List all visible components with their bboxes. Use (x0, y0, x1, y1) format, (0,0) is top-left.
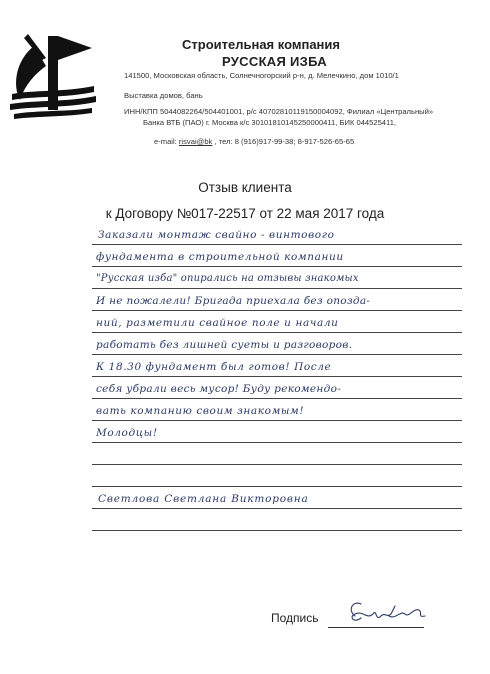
email-link[interactable]: risvai@bk (178, 137, 213, 146)
review-line: Молодцы! (96, 427, 158, 439)
ruled-line (92, 398, 462, 399)
review-line: И не пожалели! Бригада приехала без опозда- (96, 295, 371, 307)
review-line: Заказали монтаж свайно - винтового (98, 229, 335, 241)
signer-name: Светлова Светлана Викторовна (98, 493, 309, 505)
company-address: 141500, Московская область, Солнечногорский р-н, д. Мелечкино, дом 1010/1 (124, 71, 399, 80)
ruled-line (92, 486, 462, 487)
company-name: РУССКАЯ ИЗБА (222, 54, 327, 69)
ruled-line (92, 464, 462, 465)
ruled-line (92, 530, 462, 531)
review-line: фундамента в строительной компании (96, 251, 344, 263)
signature-label: Подпись (271, 611, 319, 625)
company-requisites-line2: Банка ВТБ (ПАО) г. Москва к/с 30101810145250000411, БИК 044525411, (143, 118, 397, 127)
company-title: Строительная компания (182, 37, 340, 52)
contacts-suffix: , тел: 8 (916)917-99-38; 8-917-526-65-65 (212, 137, 355, 146)
ruled-line (92, 266, 462, 267)
review-line: вать компанию своим знакомым! (96, 405, 305, 417)
document-title: Отзыв клиента (198, 180, 292, 195)
review-line: работать без лишней суеты и разговоров. (96, 339, 353, 351)
company-logo (6, 30, 98, 125)
ruled-line (92, 288, 462, 289)
contacts-prefix: e-mail: (154, 137, 179, 146)
ruled-line (92, 508, 462, 509)
review-line: себя убрали весь мусор! Буду рекомендо- (96, 383, 342, 395)
company-services: Выставка домов, бань (124, 91, 203, 100)
ruled-line (92, 310, 462, 311)
ruled-line (92, 376, 462, 377)
ruled-line (92, 420, 462, 421)
ruled-line (92, 332, 462, 333)
review-line: "Русская изба" опирались на отзывы знакомых (96, 273, 359, 284)
review-line: К 18.30 фундамент был готов! После (96, 361, 332, 373)
ruled-line (92, 442, 462, 443)
ruled-line (92, 244, 462, 245)
company-contacts (154, 137, 354, 146)
ruled-line (92, 354, 462, 355)
document-subtitle: к Договору №017-22517 от 22 мая 2017 года (105, 206, 385, 221)
company-requisites-line1: ИНН/КПП 5044082264/504401001, р/с 40702810119150004092, Филиал «Центральный» (124, 107, 434, 116)
review-line: ний, разметили свайное поле и начали (96, 317, 339, 329)
signature-mark (345, 596, 427, 630)
